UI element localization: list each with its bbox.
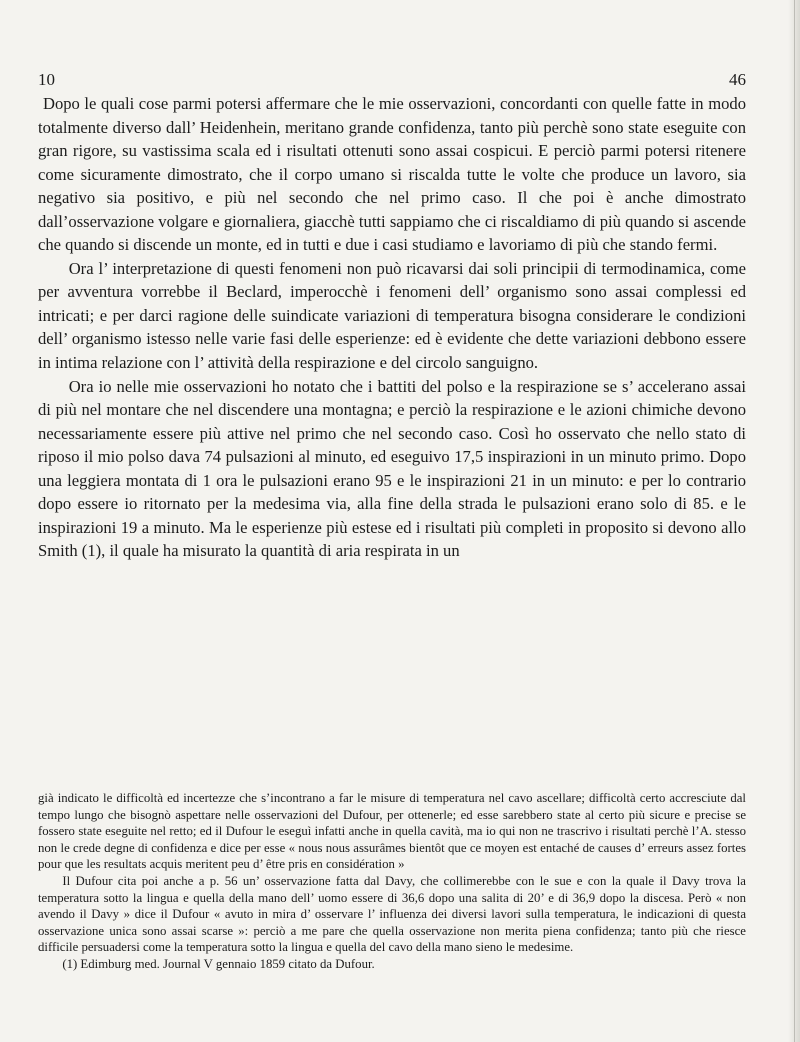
paragraph: Dopo le quali cose parmi potersi affermare che le mie osservazioni, concordanti con quelle fatte in modo totalmente diverso dall’ Heidenhein, meritano grande confidenza, tanto più perchè sono state eseguite con gran rigore, su vastissima scala ed i risultati ottenuti sono assai cospicui. E perciò parmi potersi ritenere come sicuramente dimostrato, che il corpo umano si riscalda tutte le volte che produce un lavoro, sia negativo sia positivo, e più nel secondo che nel primo caso. Il che poi è anche dimostrato dall’osservazione volgare e giornaliera, giacchè tutti sappiamo che ci riscaldiamo di più quando si ascende che quando si discende un monte, ed in tutti e due i casi studiamo e lavoriamo di più che stando fermi. — [38, 94, 746, 255]
footnotes — [38, 790, 746, 973]
paragraph: Ora io nelle mie osservazioni ho notato che i battiti del polso e la respirazione se s’ accelerano assai di più nel montare che nel discendere una montagna; e perciò la respirazione e le azioni chimiche devono necessariamente essere più attive nel primo che nel secondo caso. Così ho osservato che nello stato di riposo il mio polso dava 74 pulsazioni al minuto, ed eseguivo 17,5 inspirazioni in un minuto primo. Dopo una leggiera montata di 1 ora le pulsazioni erano 95 e le inspirazioni 21 in un minuto: e per lo contrario dopo essere io ritornato per la medesima via, alla fine della strada le pulsazioni erano solo di 85. e le inspirazioni 19 a minuto. Ma le esperienze più estese ed i risultati più completi in proposito si devono allo Smith (1), il quale ha misurato la quantità di aria respirata in un — [38, 376, 746, 561]
page-number-right: 46 — [729, 70, 746, 89]
footnote-continuation: già indicato le difficoltà ed incertezze che s’incontrano a far le misure di temperatura nel cavo ascellare; difficoltà certo accresciute dal tempo lungo che bisognò aspettare nelle osservazioni del Dufour, per ottenerle; ed esse sarebbero state al certo più sicure e precise se fossero state eseguite nel retto; ed il Dufour le eseguì infatti anche in quella cavità, ma io qui non ne trascrivo i risultati perchè l’A. stesso non le crede degne di confidenza e dice per esse « nous nous assurâmes bientôt que ce moyen est entaché de causes d’ erreurs assez fortes pour que les resultats acquis meritent peu d’ être pris en considération » — [38, 791, 746, 872]
paragraph: Ora l’ interpretazione di questi fenomeni non può ricavarsi dai soli principii di termodinamica, come per avventura vorrebbe il Beclard, imperocchè i fenomeni dell’ organismo sono assai complessi ed intricati; e per darci ragione delle suindicate variazioni di temperatura bisogna considerare le condizioni dell’ organismo istesso nelle varie fasi delle esperienze: ed è evidente che dette variazioni debbono essere in intima relazione con l’ attività della respirazione e del circolo sanguigno. — [38, 258, 746, 373]
footnote-reference: (1) Edimburg med. Journal V gennaio 1859 citato da Dufour. — [62, 956, 375, 971]
footnote-paragraph: Il Dufour cita poi anche a p. 56 un’ osservazione fatta dal Davy, che collimerebbe con le sue e con la quale il Davy trova la temperatura sotto la lingua e quella della mano dell’ uomo essere di 36,6 dopo una salita di 20’ e di 36,9 dopo la discesa. Però « non avendo il Davy » dice il Dufour « avuto in mira d’ osservare l’ influenza dei diversi lavori sulla temperatura, le indicazioni di questa osservazione unica sono assai scarse »: perciò a me pare che quella osservazione non merita piena confidenza; tanto più che riesce difficile persuadersi come la temperatura sotto la lingua e quella del cavo della mano sieno le medesime. — [38, 873, 746, 955]
page-number-left: 10 — [38, 70, 55, 89]
page-edge-line — [794, 0, 795, 1042]
main-text — [38, 92, 746, 563]
page-header — [38, 70, 746, 92]
